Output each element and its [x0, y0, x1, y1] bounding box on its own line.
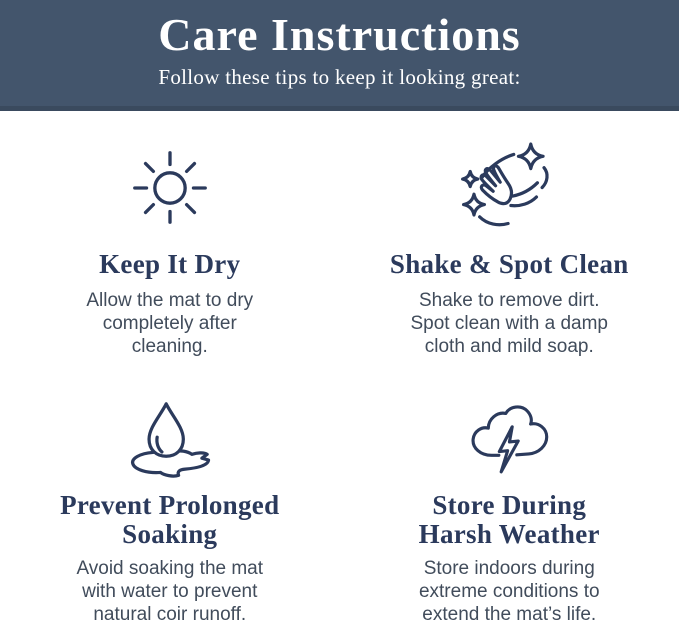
card-body [0, 558, 340, 627]
storm-cloud-lightning-icon [463, 399, 555, 484]
card-body-line: extend the mat’s life. [422, 603, 597, 625]
card-title [0, 250, 340, 279]
card-title-line: Keep It Dry [99, 249, 241, 279]
card-body-line: Shake to remove dirt. [418, 290, 600, 312]
card-body [0, 290, 340, 359]
card-icon-wrap [340, 142, 679, 234]
page-subtitle: Follow these tips to keep it looking great: [158, 64, 521, 89]
card-icon-wrap [340, 401, 679, 481]
card-prevent-soaking [0, 361, 340, 627]
sun-icon [125, 143, 215, 233]
card-body-line: cloth and mild soap. [424, 336, 594, 358]
card-body-line: natural coir runoff. [93, 603, 247, 625]
card-body-line: Spot clean with a damp [410, 313, 608, 335]
card-body-line: completely after [102, 313, 237, 335]
page-title: Care Instructions [158, 9, 521, 60]
card-body-line: extreme conditions to [418, 580, 600, 602]
water-drop-puddle-icon [124, 401, 216, 481]
card-title [0, 491, 340, 550]
card-title-line: Shake & Spot Clean [389, 249, 629, 279]
cards-grid [0, 111, 679, 627]
card-title-line: Soaking [122, 519, 218, 550]
card-shake-spot-clean [340, 111, 679, 361]
card-body-line: cleaning. [131, 336, 208, 358]
card-body [340, 558, 679, 627]
card-keep-it-dry [0, 111, 340, 361]
card-title-line: Harsh Weather [418, 519, 600, 550]
card-icon-wrap [0, 401, 340, 481]
card-body-line: Allow the mat to dry [86, 290, 254, 312]
card-icon-wrap [0, 142, 340, 234]
card-title-line: Store During [432, 490, 587, 520]
card-title-line: Prevent Prolonged [60, 490, 280, 520]
card-title [340, 250, 679, 279]
card-body-line: Store indoors during [423, 557, 595, 579]
card-body-line: Avoid soaking the mat [76, 557, 264, 579]
hand-wipe-sparkles-icon [456, 141, 562, 236]
card-store-harsh-weather [340, 361, 679, 627]
card-body-line: with water to prevent [82, 580, 258, 602]
card-title [340, 491, 679, 550]
card-body [340, 290, 679, 359]
header [0, 0, 679, 111]
